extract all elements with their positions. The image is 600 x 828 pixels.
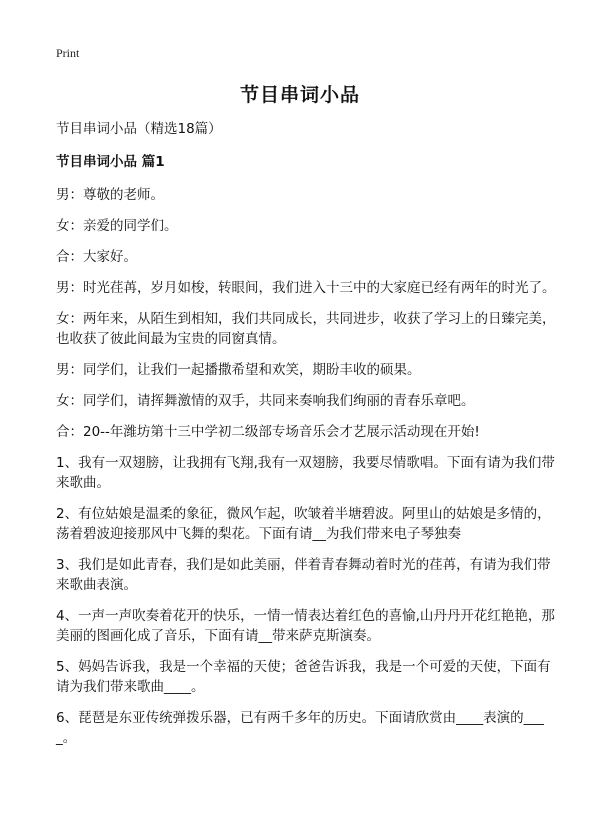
print-label: Print	[56, 46, 80, 60]
document-title: 节目串词小品	[239, 84, 360, 106]
paragraph: 2、有位姑娘是温柔的象征，微风乍起，吹皱着半塘碧波。阿里山的姑娘是多情的，荡着碧波迎接那风中飞舞的梨花。下面有请__为我们带来电子琴独奏	[56, 506, 551, 542]
document-subtitle: 节目串词小品（精选18篇）	[56, 121, 222, 137]
paragraph: 男：尊敬的老师。	[56, 187, 164, 203]
paragraph: 女：两年来，从陌生到相知，我们共同成长，共同进步，收获了学习上的日臻完美，也收获了彼此间最为宝贵的同窗真情。	[56, 311, 556, 347]
paragraph: 4、一声一声吹奏着花开的快乐，一情一情表达着红色的喜愉,山丹丹开花红艳艳，那美丽的图画化成了音乐，下面有请__带来萨克斯演奏。	[56, 608, 555, 644]
paragraph: 男：同学们，让我们一起播撒希望和欢笑，期盼丰收的硕果。	[56, 362, 421, 378]
paragraph: 5、妈妈告诉我，我是一个幸福的天使；爸爸告诉我，我是一个可爱的天使，下面有请为我们带来歌曲____。	[56, 659, 551, 695]
paragraph: 合：大家好。	[56, 249, 137, 265]
paragraph: 3、我们是如此青春，我们是如此美丽，伴着青春舞动着时光的荏苒，有请为我们带来歌曲表演。	[56, 557, 551, 593]
paragraph: 1、我有一双翅膀，让我拥有飞翔,我有一双翅膀，我要尽情歌唱。下面有请为我们带来歌曲。	[56, 455, 555, 491]
paragraph: 男：时光荏苒，岁月如梭，转眼间，我们进入十三中的大家庭已经有两年的时光了。	[56, 280, 556, 296]
paragraph: 合：20--年潍坊第十三中学初二级部专场音乐会才艺展示活动现在开始!	[56, 424, 480, 440]
section-heading: 节目串词小品 篇1	[56, 154, 165, 170]
paragraph: 6、琵琶是东亚传统弹拨乐器，已有两千多年的历史。下面请欣赏由____表演的____。	[56, 710, 544, 746]
paragraph: 女：同学们，请挥舞激情的双手，共同来奏响我们绚丽的青春乐章吧。	[56, 393, 475, 409]
document-body	[56, 120, 556, 759]
paragraph: 女：亲爱的同学们。	[56, 218, 178, 234]
